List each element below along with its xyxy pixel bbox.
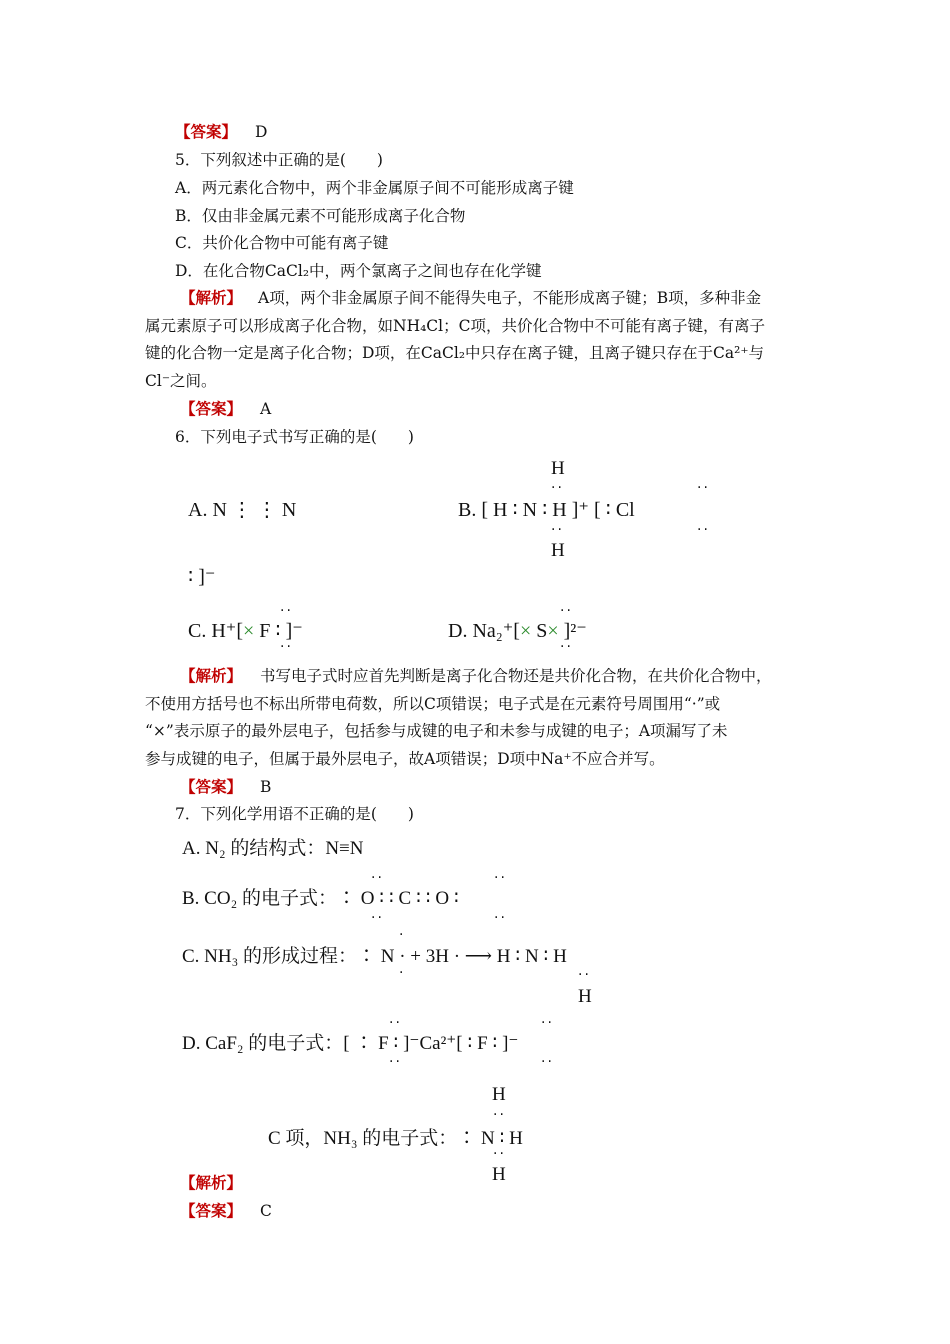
- q6-analysis-line-1: 【解析】 书写电子式时应首先判断是离子化合物还是共价化合物，在共价化合物中，: [180, 667, 772, 685]
- electron-dots: ··: [560, 639, 573, 655]
- q6-option-a: A. N ⋮ ⋮ N: [188, 499, 297, 521]
- q7-analysis-line: [180, 1173, 242, 1193]
- cross-electron: ×: [547, 620, 559, 642]
- q7-option-a: A. N₂ 的结构式：N≡N: [182, 838, 364, 859]
- q7-option-d: D. CaF₂ 的电子式：[ ∶ F ∶ ]⁻Ca²⁺[ ∶ F ∶ ]⁻: [182, 1033, 519, 1054]
- q7-option-b: B. CO₂ 的电子式：∶ O ∶ ∶ C ∶ ∶ O ∶: [182, 888, 459, 909]
- electron-dots: ··: [389, 1054, 402, 1070]
- nh3-top-h: H: [492, 1084, 506, 1105]
- q6-option-b: B. [ H ∶ N ∶ H ]⁺ [ ∶ Cl: [458, 499, 635, 521]
- q5-option-b: B．仅由非金属元素不可能形成离子化合物: [175, 207, 466, 225]
- q7-stem: 7．下列化学用语不正确的是( ): [175, 805, 414, 823]
- answer-value: B: [260, 778, 272, 796]
- q5-analysis-line-3: 键的化合物一定是离子化合物；D项，在CaCl₂中只存在离子键，且离子键只存在于Ca²⁺与: [145, 344, 765, 362]
- q6-stem: 6．下列电子式书写正确的是( ): [175, 428, 414, 446]
- q6-option-c: C. H⁺[× F ∶ ]⁻: [188, 620, 303, 642]
- answer-tag: 【答案】: [180, 400, 243, 418]
- q7-answer-line: [180, 1201, 272, 1221]
- analysis-tag: 【解析】: [180, 667, 243, 685]
- electron-dots: ··: [697, 522, 710, 538]
- electron-dots: ·: [399, 965, 406, 981]
- nh3-electron-formula: C 项，NH₃ 的电子式：∶ N ∶ H: [268, 1128, 523, 1149]
- answer-tag: 【答案】: [175, 123, 238, 141]
- q5-analysis-line-1: 【解析】 A项，两个非金属原子间不能得失电子，不能形成离子键；B项，多种非金: [180, 289, 762, 307]
- q5-analysis-line-4: Cl⁻之间。: [145, 372, 217, 390]
- electron-dots: ··: [371, 910, 384, 926]
- q6-option-b-top-h: H: [551, 458, 565, 479]
- q5-option-a: A．两元素化合物中，两个非金属原子间不可能形成离子键: [175, 179, 574, 197]
- electron-dots: ··: [541, 1054, 554, 1070]
- q6-answer-line: [180, 777, 271, 797]
- electron-dots: ·: [399, 927, 406, 943]
- answer-value: D: [255, 123, 268, 141]
- electron-dots: ··: [697, 480, 710, 496]
- electron-dots: ··: [494, 910, 507, 926]
- nh3-bottom-h: H: [492, 1164, 506, 1185]
- electron-dots: ··: [551, 522, 564, 538]
- q7-option-c: C. NH₃ 的形成过程：∶ N · + 3H · ⟶ H ∶ N ∶ H: [182, 946, 567, 967]
- q6-option-b-tail: ∶ ]⁻: [188, 566, 216, 588]
- electron-dots: ··: [493, 1146, 506, 1162]
- q5-analysis-line-2: 属元素原子可以形成离子化合物，如NH₄Cl；C项，共价化合物中不可能有离子键，有离子: [145, 317, 765, 335]
- cross-electron: ×: [519, 620, 532, 642]
- q6-analysis-line-2: 不使用方括号也不标出所带电荷数，所以C项错误；电子式是在元素符号周围用“·”或: [145, 695, 721, 713]
- analysis-tag: 【解析】: [180, 1174, 243, 1192]
- electron-dots: ··: [560, 603, 573, 619]
- q6-option-d: D. Na₂⁺[× S× ]²⁻: [448, 620, 587, 642]
- electron-dots: ··: [578, 967, 591, 983]
- answer-tag: 【答案】: [180, 1202, 243, 1220]
- electron-dots: ··: [389, 1015, 402, 1031]
- answer-tag: 【答案】: [180, 778, 243, 796]
- electron-dots: ··: [493, 1107, 506, 1123]
- answer-value: C: [260, 1202, 272, 1220]
- electron-dots: ··: [541, 1015, 554, 1031]
- answer-value: A: [260, 400, 272, 418]
- cross-electron: ×: [243, 620, 255, 642]
- electron-dots: ··: [494, 870, 507, 886]
- q5-stem: 5．下列叙述中正确的是( ): [175, 151, 383, 169]
- q5-option-d: D．在化合物CaCl₂中，两个氯离子之间也存在化学键: [175, 262, 542, 280]
- q5-answer-line: [180, 399, 271, 419]
- electron-dots: ··: [280, 603, 293, 619]
- q4-answer-line: [175, 122, 267, 142]
- q7-option-c-bottom-h: H: [578, 986, 592, 1007]
- q6-analysis-line-3: “×”表示原子的最外层电子，包括参与成键的电子和未参与成键的电子；A项漏写了未: [145, 722, 728, 740]
- electron-dots: ··: [280, 639, 293, 655]
- q6-analysis-line-4: 参与成键的电子，但属于最外层电子，故A项错误；D项中Na⁺不应合并写。: [145, 750, 665, 768]
- electron-dots: ··: [371, 870, 384, 886]
- q6-option-b-bottom-h: H: [551, 540, 565, 561]
- analysis-tag: 【解析】: [180, 289, 243, 307]
- q5-option-c: C．共价化合物中可能有离子键: [175, 234, 389, 252]
- electron-dots: ··: [551, 480, 564, 496]
